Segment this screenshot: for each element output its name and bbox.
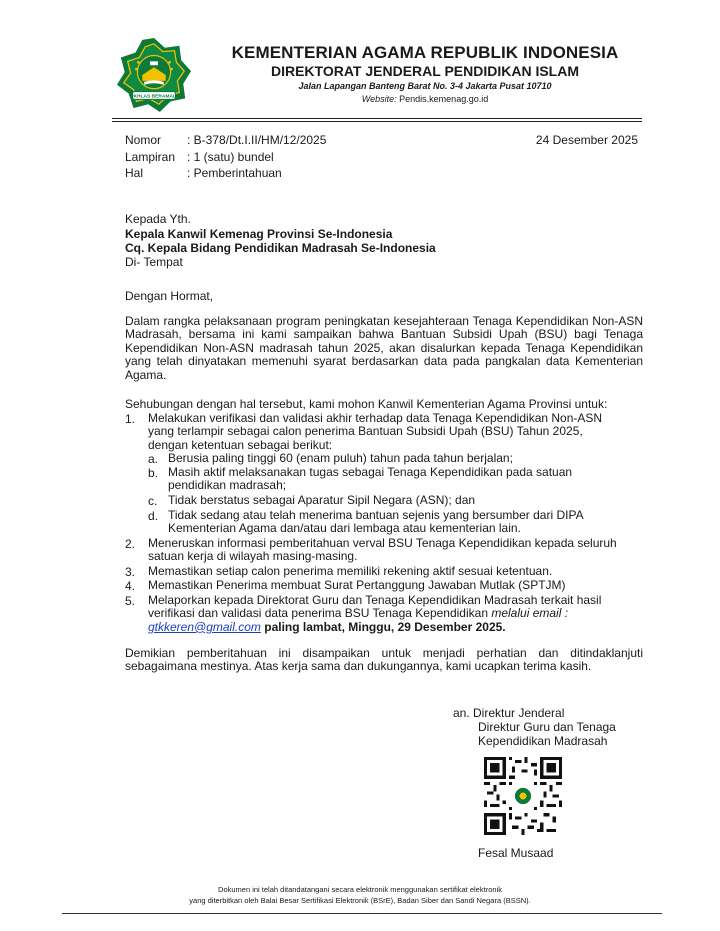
signature-on-behalf: an. Direktur Jenderal xyxy=(453,706,565,720)
subitem-d-label: d. xyxy=(148,509,159,523)
hal-value: : Pemberintahuan xyxy=(187,166,282,180)
email-link[interactable]: gtkkeren@gmail.com xyxy=(148,619,261,634)
ministry-logo xyxy=(115,36,193,114)
lampiran-row xyxy=(125,150,274,164)
hal-row xyxy=(125,166,282,180)
recipient-line3: Cq. Kepala Bidang Pendidikan Madrasah Se-Indonesia xyxy=(125,241,436,255)
nomor-value: : B-378/Dt.I.II/HM/12/2025 xyxy=(187,133,327,147)
signature-title-2: Kependidikan Madrasah xyxy=(478,734,608,748)
subitem-c-label: c. xyxy=(148,494,158,508)
item-5-italic: melalui email : xyxy=(491,606,569,621)
header-divider-thin xyxy=(112,121,642,122)
signature-qr-code xyxy=(484,757,562,835)
nomor-row xyxy=(125,133,326,147)
item-5-text xyxy=(148,594,618,634)
item-5-main: Melaporkan kepada Direktorat Guru dan Tenaga Kependidikan Madrasah terkait hasil verifikasi dan validasi data penerima BSU Tenaga Kependidikan xyxy=(148,593,602,621)
footer-divider xyxy=(62,913,662,914)
lampiran-label: Lampiran xyxy=(125,150,176,164)
ministry-name: KEMENTERIAN AGAMA REPUBLIK INDONESIA xyxy=(231,43,619,62)
subitem-a-label: a. xyxy=(148,452,159,466)
recipient-line4: Di- Tempat xyxy=(125,255,183,269)
recipient-line1: Kepada Yth. xyxy=(125,212,191,226)
item-2-text: Meneruskan informasi pemberitahuan verval BSU Tenaga Kependidikan kepada seluruh satuan kerja di wilayah masing-masing. xyxy=(148,536,617,564)
lampiran-value: : 1 (satu) bundel xyxy=(187,150,274,164)
recipient-line2: Kepala Kanwil Kemenag Provinsi Se-Indonesia xyxy=(125,227,393,241)
footer-line1: Dokumen ini telah ditandatangani secara elektronik menggunakan sertifikat elektronik xyxy=(218,885,502,894)
nomor-label: Nomor xyxy=(125,133,162,147)
paragraph-1: Dalam rangka pelaksanaan program peningkatan kesejahteraan Tenaga Kependidikan Non-ASN Madrasah, bersama ini kami sampaikan bahwa Bantuan Subsidi Upah (BSU) bagi Tenaga Kependidikan Non-ASN madrasah tahun 2025, akan disalurkan kepada Tenaga Kependidikan yang telah dinyatakan memenuhi syarat berdasarkan data pada pangkalan data Kementerian Agama. xyxy=(125,314,643,382)
item-2-number: 2. xyxy=(125,537,136,551)
signature-title-1: Direktur Guru dan Tenaga xyxy=(478,720,616,734)
subitem-b-text: Masih aktif melaksanakan tugas sebagai Tenaga Kependidikan pada satuan pendidikan madrasah; xyxy=(168,465,573,493)
closing-paragraph: Demikian pemberitahuan ini disampaikan untuk menjadi perhatian dan ditindaklanjuti sebagaimana mestinya. Atas kerja sama dan dukungannya, kami ucapkan terima kasih. xyxy=(125,646,643,674)
subitem-d-text: Tidak sedang atau telah menerima bantuan sejenis yang bersumber dari DIPA Kementerian Agama dan/atau dari lembaga atau kementerian lain. xyxy=(168,508,583,536)
item-4-text: Memastikan Penerima membuat Surat Pertanggung Jawaban Mutlak (SPTJM) xyxy=(148,578,566,592)
website-line xyxy=(210,94,640,104)
item-4-number: 4. xyxy=(125,579,136,593)
item-3-number: 3. xyxy=(125,565,136,579)
letter-date: 24 Desember 2025 xyxy=(535,133,638,147)
subitem-a-text: Berusia paling tinggi 60 (enam puluh) tahun pada tahun berjalan; xyxy=(168,451,513,465)
paragraph-2-intro: Sehubungan dengan hal tersebut, kami mohon Kanwil Kementerian Agama Provinsi untuk: xyxy=(125,397,608,411)
item-5-number: 5. xyxy=(125,594,136,608)
footer-line2: yang diterbitkan oleh Balai Besar Sertifikasi Elektronik (BSrE), Badan Siber dan Sandi Negara (BSSN). xyxy=(189,896,531,905)
greeting: Dengan Hormat, xyxy=(125,289,214,303)
subitem-b-label: b. xyxy=(148,466,159,480)
item-1-text: Melakukan verifikasi dan validasi akhir terhadap data Tenaga Kependidikan Non-ASN yang terlampir sebagai calon penerima Bantuan Subsidi Upah (BSU) Tahun 2025, dengan ketentuan sebagai berikut: xyxy=(148,411,603,452)
item-1-number: 1. xyxy=(125,412,136,426)
signer-name: Fesal Musaad xyxy=(478,846,554,860)
item-5-deadline: paling lambat, Minggu, 29 Desember 2025. xyxy=(264,619,506,634)
item-3-text: Memastikan setiap calon penerima memiliki rekening aktif sesuai ketentuan. xyxy=(148,564,553,578)
directorate-name: DIREKTORAT JENDERAL PENDIDIKAN ISLAM xyxy=(270,63,580,79)
website-label: Website: xyxy=(361,94,397,104)
header-divider xyxy=(112,118,642,119)
hal-label: Hal xyxy=(125,166,144,180)
subitem-c-text: Tidak berstatus sebagai Aparatur Sipil Negara (ASN); dan xyxy=(168,493,476,507)
svg-text:IKHLAS BERAMAL: IKHLAS BERAMAL xyxy=(132,94,176,100)
website-link[interactable]: Pendis.kemenag.go.id xyxy=(399,94,489,104)
address: Jalan Lapangan Banteng Barat No. 3-4 Jakarta Pusat 10710 xyxy=(298,81,552,91)
